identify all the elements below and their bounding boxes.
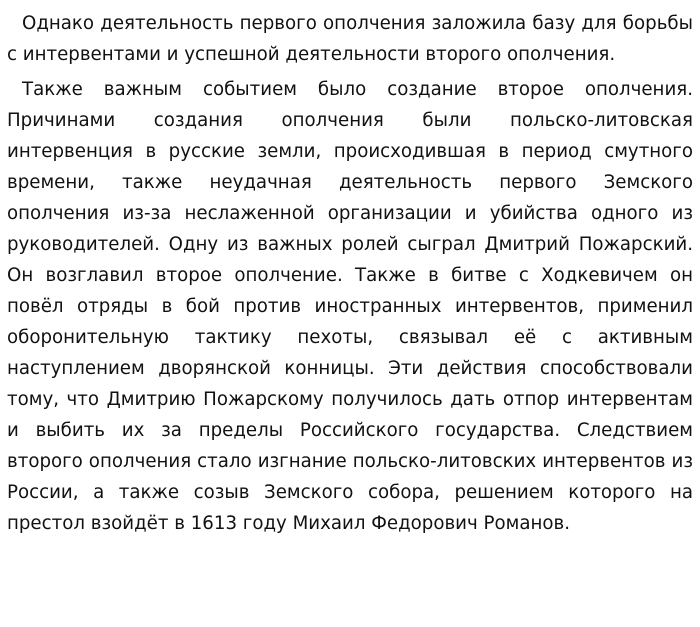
paragraph-first-militia: Однако деятельность первого ополчения заложила базу для борьбы с интервентами и успешной деятельности второго ополчения. [7,13,693,65]
paragraph-second-militia: Также важным событием было создание второе ополчения. Причинами создания ополчения были польско-литовская интервенция в русские земли, происходившая в период смутного времени, также неудачная деятельность первого Земского ополчения из-за неслаженной организации и убийства одного из руководителей. Одну из важных ролей сыграл Дмитрий Пожарский. Он возглавил второе ополчение. Также в битве с Ходкевичем он повёл отряды в бой против иностранных интервентов, применил оборонительную тактику пехоты, связывал её с активным наступлением дворянской конницы. Эти действия способствовали тому, что Дмитрию Пожарскому получилось дать отпор интервентам и выбить их за пределы Российского государства. Следствием второго ополчения стало изгнание польско-литовских интервентов из России, а также созыв Земского собора, решением которого на престол взойдёт в 1613 году Михаил Федорович Романов. [7,79,693,534]
